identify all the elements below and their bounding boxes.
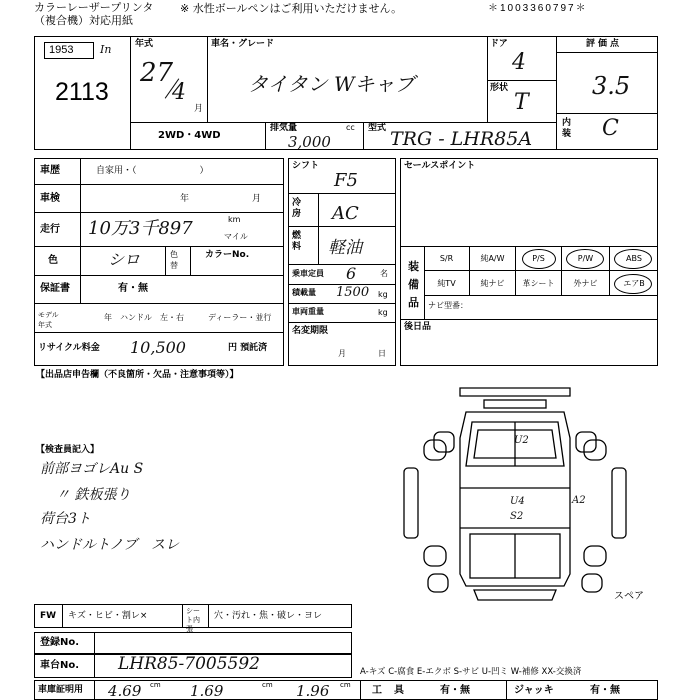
equip-navi: 純ナビ bbox=[470, 271, 516, 296]
equip-tv: 純TV bbox=[424, 271, 470, 296]
sales-point-label: セールスポイント bbox=[404, 161, 476, 171]
interior-value: C bbox=[602, 116, 619, 141]
cert-length-unit: cm bbox=[150, 681, 161, 689]
load-value: 1500 bbox=[336, 285, 370, 300]
lot-code-suffix: In bbox=[100, 43, 112, 56]
displacement-label: 排気量 bbox=[270, 123, 298, 133]
model-label: 型式 bbox=[368, 123, 387, 133]
equip-ps: P/S bbox=[516, 246, 562, 271]
mark-s2: S2 bbox=[510, 511, 524, 522]
color-no-label: カラーNo. bbox=[205, 250, 250, 260]
color-change: 色替 bbox=[170, 250, 178, 270]
navi-model-label: ナビ型番： bbox=[428, 301, 468, 310]
cert-height: 1.96 bbox=[296, 682, 330, 700]
mileage-value: 10万3千897 bbox=[88, 218, 193, 239]
shape-value: T bbox=[514, 90, 529, 115]
handle-side: ハンドル 左・右 bbox=[120, 313, 184, 322]
inspector-note-4: ハンドルトノブ スレ bbox=[40, 537, 180, 553]
score-label: 評価点 bbox=[586, 39, 623, 49]
displacement-unit: cc bbox=[346, 123, 355, 132]
year-value: 27 bbox=[140, 58, 174, 88]
header-paper: （複合機）対応用紙 bbox=[34, 14, 133, 27]
cert-length: 4.69 bbox=[108, 682, 142, 700]
ac-value: AC bbox=[332, 203, 359, 224]
equip-pw: P/W bbox=[562, 246, 610, 271]
chassis-label: 車台No. bbox=[40, 660, 80, 671]
load-unit: kg bbox=[378, 290, 388, 299]
equip-sr: S/R bbox=[424, 246, 470, 271]
fuel-value: 軽油 bbox=[328, 238, 362, 258]
score-value: 3.5 bbox=[592, 72, 631, 100]
color-value: シロ bbox=[108, 250, 141, 269]
mark-a2: A2 bbox=[572, 495, 586, 506]
circle-airbag bbox=[614, 274, 652, 294]
year-label: 年式 bbox=[135, 39, 154, 49]
recycle-label: リサイクル料金 bbox=[38, 343, 100, 353]
capacity-label: 乗車定員 bbox=[292, 269, 324, 278]
carname-label: 車名・グレード bbox=[211, 39, 275, 49]
serial-number: ＊1003360797＊ bbox=[488, 3, 588, 14]
warranty-value: 有・無 bbox=[118, 283, 148, 294]
inspection-month: 月 bbox=[252, 194, 262, 204]
tools-label: 工具 bbox=[372, 685, 416, 696]
seat-text: 穴・汚れ・焦・破レ・ヨレ bbox=[214, 611, 323, 621]
jack-label: ジャッキ bbox=[514, 685, 554, 696]
model-year-label: モデル年式 bbox=[38, 311, 59, 329]
weight-unit: kg bbox=[378, 308, 388, 317]
inspector-note-1: 前部ヨゴレAu S bbox=[40, 461, 144, 477]
ac-label: 冷房 bbox=[292, 198, 302, 219]
inspector-note-2: 〃 鉄板張り bbox=[56, 487, 131, 503]
fw-text: キズ・ヒビ・割レ× bbox=[68, 611, 148, 621]
equip-leather: 革シート bbox=[516, 271, 562, 296]
fuel-label: 燃料 bbox=[292, 231, 302, 252]
recycle-value: 10,500 bbox=[130, 338, 186, 357]
cert-width: 1.69 bbox=[190, 682, 224, 700]
shift-label: シフト bbox=[292, 161, 320, 171]
mileage-unit-mile: マイル bbox=[224, 232, 248, 241]
circle-abs bbox=[614, 249, 652, 269]
post-items-label: 後日品 bbox=[404, 322, 432, 332]
expiry-label: 名変期限 bbox=[292, 326, 329, 336]
left-table bbox=[34, 158, 284, 366]
history-value: 自家用・（ ） bbox=[96, 166, 209, 176]
mileage-unit-km: km bbox=[228, 215, 241, 224]
equip-alloy: 純A/W bbox=[470, 246, 516, 271]
door-label: ドア bbox=[490, 39, 508, 49]
mileage-label: 走行 bbox=[40, 224, 60, 235]
header-printer: カラーレーザープリンタ bbox=[34, 1, 154, 14]
circle-ps bbox=[522, 249, 556, 269]
fw-label: FW bbox=[40, 611, 57, 621]
equip-ext-navi: 外ナビ bbox=[562, 271, 610, 296]
shift-value: F5 bbox=[334, 170, 358, 191]
registration-label: 登録No. bbox=[40, 637, 80, 648]
seller-notes-label: 【出品店申告欄（不良箇所・欠品・注意事項等）】 bbox=[36, 370, 239, 380]
damage-legend: A-キズ C-腐食 E-エクボ S-サビ U-凹ミ W-補修 XX-交換済 bbox=[360, 667, 582, 677]
expiry-day: 日 bbox=[378, 349, 386, 358]
carname-value: タイタン Wキャブ bbox=[248, 72, 415, 96]
cert-width-unit: cm bbox=[262, 681, 273, 689]
warranty-label: 保証書 bbox=[40, 283, 70, 294]
registration-row bbox=[34, 632, 352, 654]
drive-type: 2WD・4WD bbox=[158, 130, 221, 141]
lot-code: 1953 bbox=[49, 44, 74, 56]
model-year-unit: 年 bbox=[104, 313, 112, 322]
spare-label: スペア bbox=[614, 591, 644, 602]
inspection-label: 車検 bbox=[40, 193, 60, 204]
certificate-label: 車庫証明用 bbox=[38, 685, 84, 695]
weight-label: 車両重量 bbox=[292, 307, 324, 316]
inspector-title: 【検査員記入】 bbox=[36, 445, 100, 455]
recycle-unit: 円 預託済 bbox=[228, 343, 268, 353]
cert-height-unit: cm bbox=[340, 681, 351, 689]
seat-label: シート内張 bbox=[186, 607, 200, 633]
door-value: 4 bbox=[512, 50, 526, 75]
model-value: TRG - LHR85A bbox=[390, 128, 533, 150]
capacity-unit: 名 bbox=[380, 269, 388, 278]
equip-airbag: エアB bbox=[610, 271, 658, 296]
expiry-month: 月 bbox=[338, 349, 346, 358]
month-unit: 月 bbox=[194, 104, 204, 114]
interior-label: 内装 bbox=[562, 118, 572, 139]
history-label: 車歴 bbox=[40, 165, 60, 176]
dealer-type: ディーラー・並行 bbox=[208, 313, 272, 322]
header-notice: ※ 水性ボールペンはご利用いただけません。 bbox=[180, 2, 403, 15]
chassis-value: LHR85-7005592 bbox=[118, 654, 261, 674]
tools-value: 有・無 bbox=[440, 685, 470, 696]
color-label: 色 bbox=[48, 255, 58, 266]
inspector-note-3: 荷台3ト bbox=[40, 511, 91, 527]
lot-number: 2113 bbox=[55, 78, 109, 106]
inspection-year: 年 bbox=[180, 194, 190, 204]
shape-label: 形状 bbox=[490, 83, 509, 93]
equip-abs: ABS bbox=[610, 246, 658, 271]
circle-pw bbox=[566, 249, 604, 269]
mark-u4: U4 bbox=[510, 496, 525, 507]
car-diagram bbox=[400, 378, 660, 608]
capacity-value: 6 bbox=[346, 264, 357, 283]
mark-u2: U2 bbox=[514, 435, 529, 446]
displacement-value: 3,000 bbox=[288, 133, 331, 151]
month-value: 4 bbox=[172, 80, 186, 105]
equipment-label: 装備品 bbox=[408, 260, 419, 309]
load-label: 積載量 bbox=[292, 288, 316, 297]
jack-value: 有・無 bbox=[590, 685, 620, 696]
